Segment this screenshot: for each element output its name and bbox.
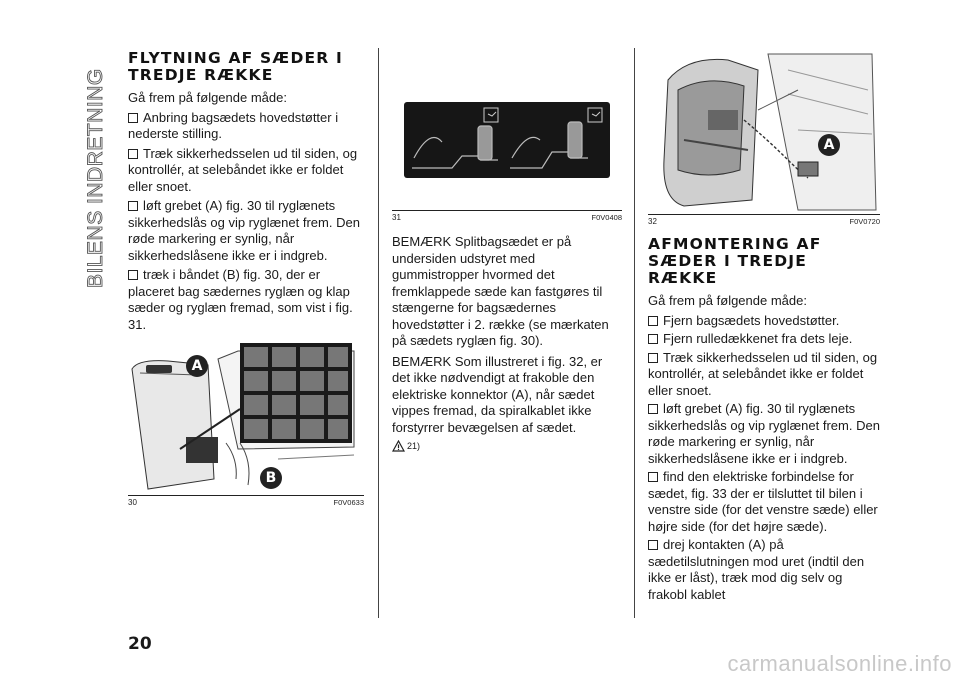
- figure-32-caption: [648, 214, 880, 226]
- figure-code: F0V0720: [849, 217, 880, 226]
- bullet-item: Fjern bagsædets hovedstøtter.: [648, 313, 880, 330]
- figure-number: 30: [128, 498, 137, 507]
- watermark-text: carmanualsonline.info: [727, 651, 952, 676]
- heading-move-seats: FLYTNING AF SÆDER I TREDJE RÆKKE: [128, 49, 343, 84]
- figure-32: [648, 50, 880, 212]
- bullet-item: Træk sikkerhedsselen ud til siden, og kontrollér, at selebåndet ikke er foldet eller snoet.: [128, 146, 364, 196]
- bullet-item: Fjern rulledækkenet fra dets leje.: [648, 331, 880, 348]
- bullet-item: find den elektriske forbindelse for sædet, fig. 33 der er tilsluttet til bilen i venstre side (for det venstre sæde) eller højre side (for det højre sæde).: [648, 469, 880, 535]
- column-divider: [634, 48, 635, 618]
- bullet-item: løft grebet (A) fig. 30 til ryglænets sikkerhedslås og vip ryglænet frem. Den røde markering er synlig, når sikkerhedslåsene ikke er i indgreb.: [128, 198, 364, 264]
- warning-reference-text: 21): [407, 441, 421, 451]
- figure-31-caption: [392, 210, 622, 222]
- warning-icon: [392, 440, 405, 452]
- intro-text: Gå frem på følgende måde:: [128, 90, 287, 105]
- callout-a: A: [818, 134, 840, 156]
- bullet-item: Træk sikkerhedsselen ud til siden, og kontrollér, at selebåndet ikke er foldet eller snoet.: [648, 350, 880, 400]
- intro-text: Gå frem på følgende måde:: [648, 293, 807, 308]
- figure-30: [128, 339, 364, 493]
- warning-reference: [392, 440, 622, 452]
- callout-a: A: [186, 355, 208, 377]
- note-paragraph: BEMÆRK Som illustreret i fig. 32, er det ikke nødvendigt at frakoble den elektriske konnektor (A), når sædet vippes fremad, da spiralkablet ikke forstyrrer bevægelsen af sædet.: [392, 353, 603, 435]
- figure-code: F0V0408: [591, 213, 622, 222]
- figure-32-illustration: [648, 50, 880, 212]
- page-number: 20: [128, 634, 152, 654]
- figure-code: F0V0633: [333, 498, 364, 507]
- figure-number: 32: [648, 217, 657, 226]
- column-3: [648, 50, 880, 603]
- callout-b: B: [260, 467, 282, 489]
- bullet-item: drej kontakten (A) på sædetilslutningen mod uret (indtil den ikke er låst), træk mod dig selv og frakobl kablet: [648, 537, 880, 603]
- figure-31: [392, 58, 622, 208]
- column-1: [128, 50, 364, 507]
- figure-30-illustration: [128, 339, 364, 493]
- section-side-title: [84, 48, 120, 288]
- section-side-title-text: BILENS INDRETNING: [84, 68, 107, 288]
- bullet-item: træk i båndet (B) fig. 30, der er placeret bag sædernes ryglæn og klap sæder og ryglæn fremad, som vist i fig. 31.: [128, 267, 364, 333]
- figure-30-caption: [128, 495, 364, 507]
- note-paragraph: BEMÆRK Splitbagsædet er på undersiden udstyret med gummistropper hvormed det fremklappede sæde kan fastgøres til stængerne for bagsædernes hovedstøtter i 2. række (se mærkaten på sædets ryglæn fig. 30).: [392, 234, 609, 348]
- bullet-item: Anbring bagsædets hovedstøtter i nederste stilling.: [128, 110, 364, 143]
- figure-31-illustration: [392, 58, 622, 208]
- column-2: [392, 58, 622, 452]
- bullet-item: løft grebet (A) fig. 30 til ryglænets sikkerhedslås og vip ryglænet frem. Den røde markering er synlig, når sikkerhedslåsene ikke er i indgreb.: [648, 401, 880, 466]
- figure-number: 31: [392, 213, 401, 222]
- heading-remove-seats: AFMONTERING AF SÆDER I TREDJE RÆKKE: [648, 235, 822, 287]
- column-divider: [378, 48, 379, 618]
